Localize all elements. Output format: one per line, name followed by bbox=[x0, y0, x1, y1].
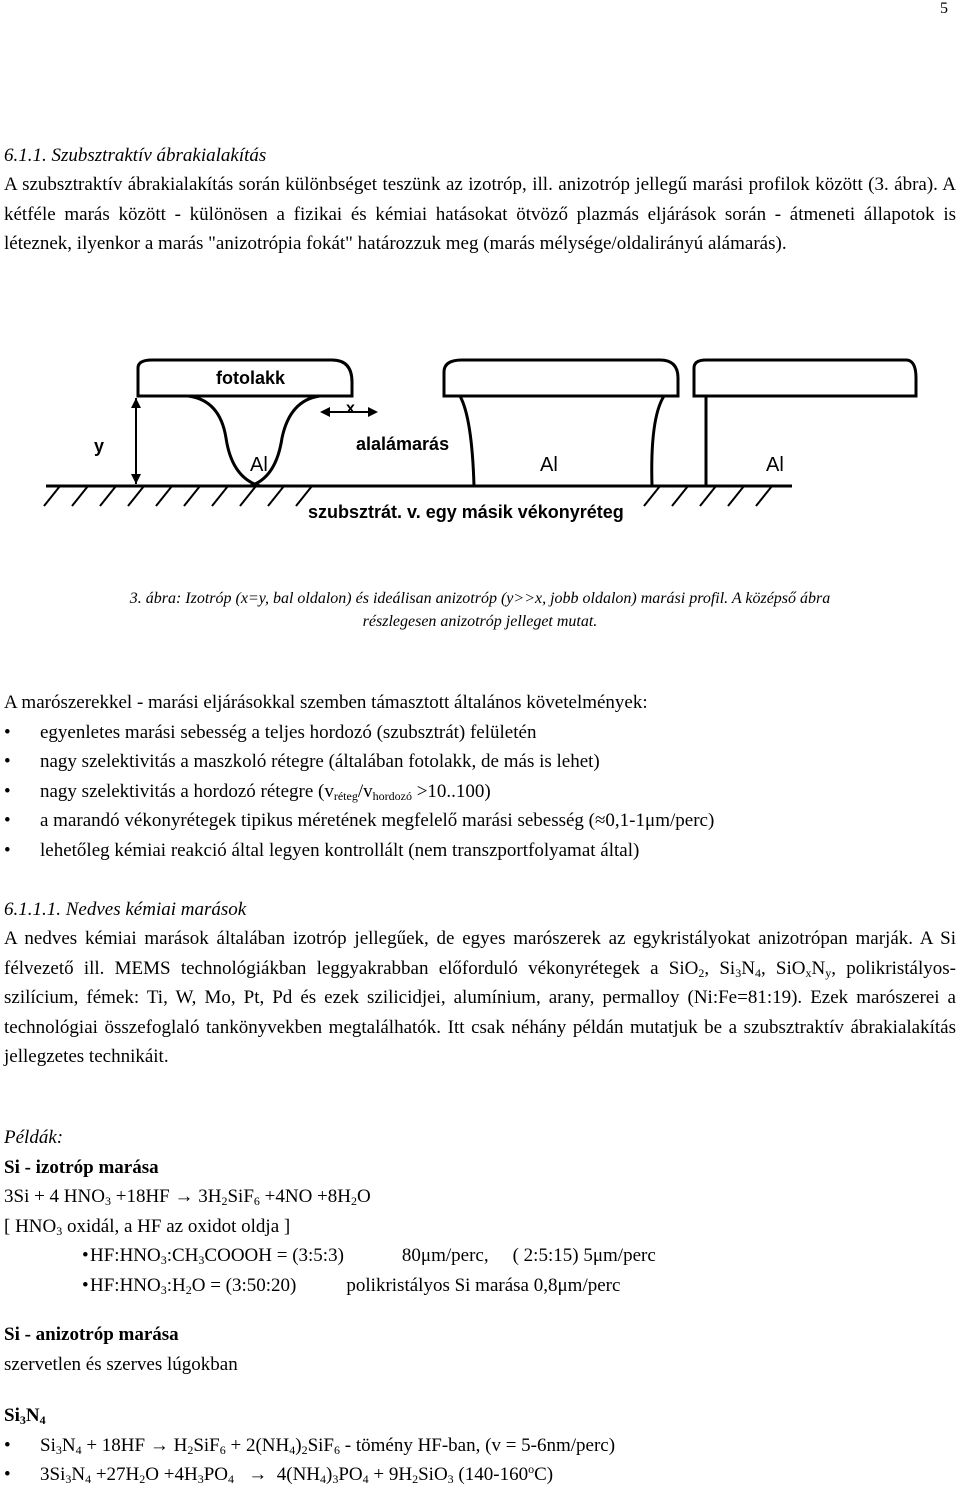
caption-line-2: részlegesen anizotróp jelleget mutat. bbox=[362, 613, 598, 630]
section-heading: 6.1.1. Szubsztraktív ábrakialakítás bbox=[4, 145, 267, 166]
req-text: nagy szelektivitás a hordozó rétegre (v bbox=[40, 780, 334, 802]
intro-paragraph: A szubsztraktív ábrakialakítás során különbséget teszünk az izotróp, ill. anizotróp jellegű marási profilok között (3. ábra). A kétféle marás között - különösen a fizikai és kémiai hatásokat ötvöző plazmás eljárások során - átmeneti állapotok is léteznek, ilyenkor a marás "anizotrópia fokát" határozzuk meg (marás mélysége/oldalirányú alámarás). bbox=[4, 174, 956, 254]
requirements-block bbox=[4, 688, 956, 865]
requirements-intro: A marószerekkel - marási eljárásokkal szemben támasztott általános követelmények: bbox=[4, 692, 648, 713]
sin-reaction-1: • $Si_3N_4 + 18HF \to H_2SiF_6 + 2(NH_4)_2SiF_6$ - tömény HF-ban, (v = 5-6nm/perc) bbox=[4, 1431, 956, 1461]
etching-profile-diagram bbox=[40, 338, 920, 528]
examples-block bbox=[4, 1123, 956, 1490]
requirement-item: • nagy szelektivitás a maszkoló rétegre (általában fotolakk, de más is lehet) bbox=[4, 747, 956, 777]
ratio-tail: >10..100) bbox=[411, 780, 491, 802]
label-al-middle: Al bbox=[540, 454, 558, 476]
wet-paragraph: A nedves kémiai marások általában izotróp jellegűek, de egyes marószerek az egykristályokat anizotrópan marják. A Si félvezető ill. MEMS technológiákban leggyakrabban előforduló vékonyrétegek a SiO$_2$, $Si_3N_4$, $SiO_xN_y$, polikristályos-szilícium, fémek: Ti, W, Mo, Pt, Pd és ezek szilicidjei, alumínium, arany, permalloy (Ni:Fe=81:19). Ezek marószerei a technológiai összefoglaló tankönyvekben megtalálhatók. Itt csak néhány példán mutatjuk be a szubsztraktív ábrakialakítás jellegzetes technikáit. bbox=[4, 928, 956, 1067]
requirement-item: • egyenletes marási sebesség a teljes hordozó (szubsztrát) felületén bbox=[4, 718, 956, 748]
recipe-item: • $HF:HNO_3:H_2O$ = (3:50:20) polikristályos Si marása 0,8μm/perc bbox=[4, 1271, 956, 1301]
label-x: x bbox=[346, 400, 355, 417]
iso-title: Si - izotróp marása bbox=[4, 1156, 159, 1178]
partial-profile-left bbox=[460, 396, 474, 486]
sub-hordozo: hordozó bbox=[372, 788, 412, 803]
label-fotolakk: fotolakk bbox=[216, 368, 286, 388]
aniso-title: Si - anizotróp marása bbox=[4, 1324, 179, 1345]
wet-heading: 6.1.1.1. Nedves kémiai marások bbox=[4, 899, 247, 920]
sin-reaction-2: • $3Si_3N_4 +27H_2O +4H_3PO_4 \to 4(NH_4)_3PO_4 + 9H_2SiO_3$ (140-160$^o$C) bbox=[4, 1460, 956, 1490]
label-al-left: Al bbox=[250, 454, 268, 476]
caption-line-1: 3. ábra: Izotróp (x=y, bal oldalon) és ideálisan anizotróp (y>>x, jobb oldalon) marási profil. A középső ábra bbox=[129, 590, 831, 607]
sub-reteg: réteg bbox=[333, 788, 358, 803]
requirement-item bbox=[4, 777, 956, 807]
aniso-text: szervetlen és szerves lúgokban bbox=[4, 1353, 238, 1375]
figure-caption bbox=[120, 587, 840, 633]
examples-label: Példák: bbox=[4, 1127, 64, 1148]
partial-profile-right bbox=[652, 396, 664, 486]
slash-v: /v bbox=[357, 780, 373, 802]
reaction-iso: 3Si + 4 $HNO_3 +18HF \to 3H_2SiF_6 +4NO +8H_2O$ bbox=[4, 1186, 371, 1208]
si3n4-title: $Si_3N_4$ bbox=[4, 1405, 46, 1427]
recipe-item: • $HF:HNO_3:CH_3COOOH$ = (3:5:3) 80μm/perc, ( 2:5:15) 5μm/perc bbox=[4, 1241, 956, 1271]
iso-note: [ $HNO_3$ oxidál, a HF az oxidot oldja ] bbox=[4, 1215, 291, 1238]
requirement-item: • lehetőleg kémiai reakció által legyen kontrollált (nem transzportfolyamat által) bbox=[4, 836, 956, 866]
requirement-item: • a marandó vékonyrétegek tipikus méretének megfelelő marási sebesség (≈0,1-1μm/perc) bbox=[4, 806, 956, 836]
etching-profile-figure bbox=[40, 338, 920, 533]
label-y: y bbox=[94, 436, 105, 456]
photoresist-middle bbox=[444, 360, 678, 396]
page-number: 5 bbox=[940, 0, 948, 17]
photoresist-right bbox=[694, 360, 916, 396]
label-alalamaras: alalámarás bbox=[356, 434, 450, 454]
label-al-right: Al bbox=[766, 454, 784, 476]
label-substrate: szubsztrát. v. egy másik vékonyréteg bbox=[308, 502, 624, 522]
